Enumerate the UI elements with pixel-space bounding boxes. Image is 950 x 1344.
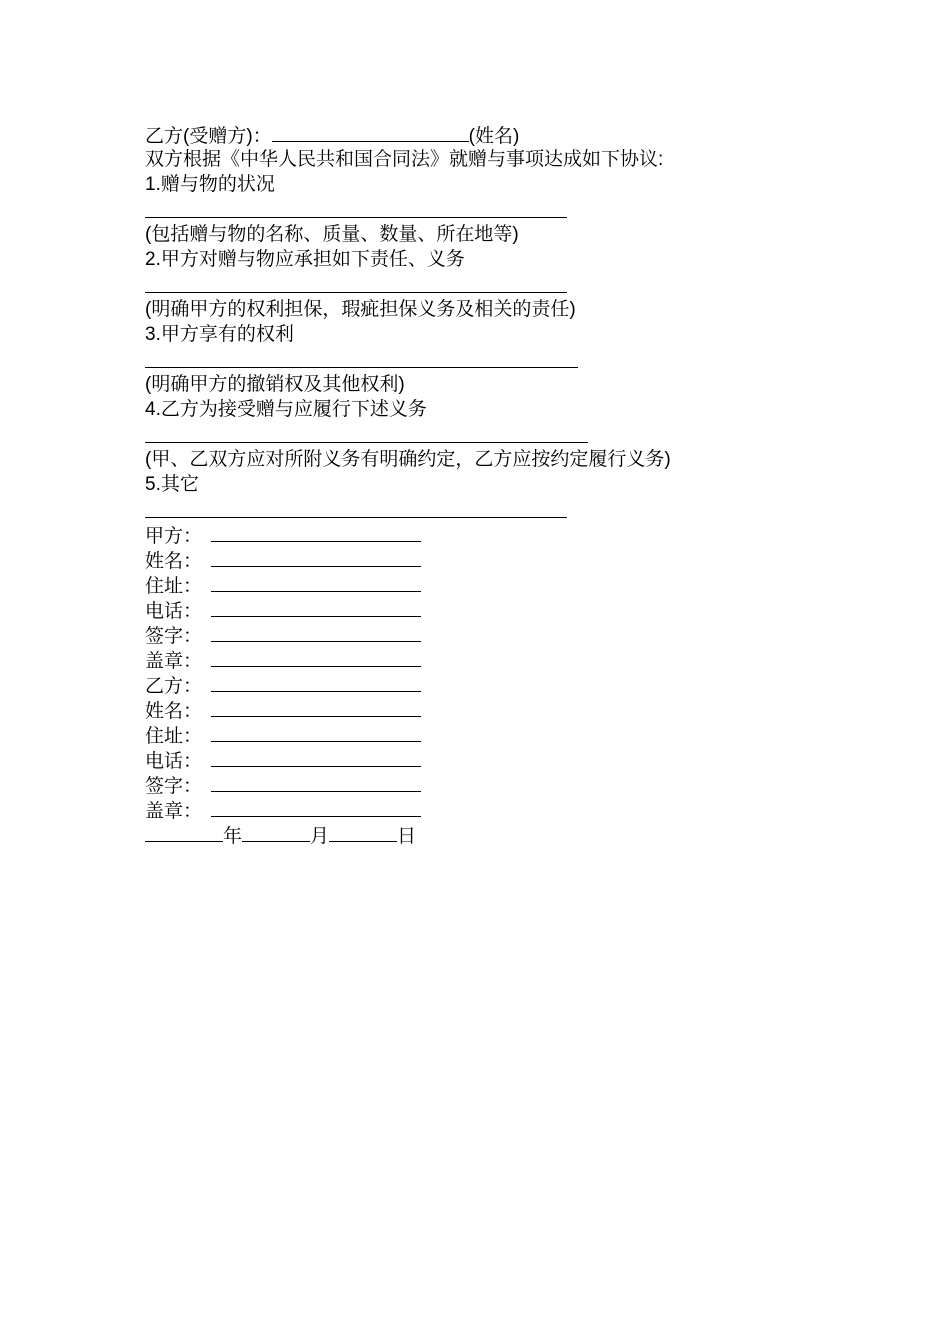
clause-4-note: (甲、乙双方应对所附义务有明确约定，乙方应按约定履行义务) [145, 449, 671, 470]
party-b-signature-block [145, 672, 845, 822]
party-b-phone-row: 电话： [145, 747, 845, 772]
contract-document [145, 122, 845, 847]
party-b-seal-row: 盖章： [145, 797, 845, 822]
clause-2-title: 2.甲方对赠与物应承担如下责任、义务 [145, 249, 465, 270]
year-blank[interactable] [145, 822, 223, 842]
party-b-suffix: (姓名) [468, 126, 520, 147]
clause-3-title: 3.甲方享有的权利 [145, 324, 294, 345]
party-a-signature-block [145, 522, 845, 672]
party-a-sign-row: 签字： [145, 622, 845, 647]
party-a-blank[interactable] [211, 522, 421, 542]
party-a-phone-blank[interactable] [211, 597, 421, 617]
party-b-name-sig-blank[interactable] [211, 697, 421, 717]
party-a-phone-row: 电话： [145, 597, 845, 622]
party-b-sign-blank[interactable] [211, 772, 421, 792]
intro-text: 双方根据《中华人民共和国合同法》就赠与事项达成如下协议: [145, 149, 664, 170]
party-a-address-blank[interactable] [211, 572, 421, 592]
clause-5-blank[interactable] [145, 497, 845, 522]
clause-1-note: (包括赠与物的名称、质量、数量、所在地等) [145, 224, 519, 245]
party-a-seal-blank[interactable] [211, 647, 421, 667]
party-a-name-row: 姓名： [145, 547, 845, 572]
day-blank[interactable] [329, 822, 397, 842]
party-b-name-row: 姓名： [145, 697, 845, 722]
party-b-address-blank[interactable] [211, 722, 421, 742]
party-b-label: 乙方(受赠方)： [145, 126, 272, 147]
party-a-row: 甲方： [145, 522, 845, 547]
clause-1-blank[interactable] [145, 197, 845, 222]
clause-4-title: 4.乙方为接受赠与应履行下述义务 [145, 399, 427, 420]
month-blank[interactable] [242, 822, 310, 842]
party-a-address-row: 住址： [145, 572, 845, 597]
month-label: 月 [310, 826, 330, 847]
party-b-line [145, 122, 845, 147]
party-a-sign-blank[interactable] [211, 622, 421, 642]
clause-5-title: 5.其它 [145, 474, 199, 495]
day-label: 日 [397, 826, 417, 847]
clause-3-blank[interactable] [145, 347, 845, 372]
party-a-name-blank[interactable] [211, 547, 421, 567]
date-line [145, 822, 845, 847]
party-b-seal-blank[interactable] [211, 797, 421, 817]
year-label: 年 [223, 826, 243, 847]
party-b-sign-row: 签字： [145, 772, 845, 797]
party-a-seal-row: 盖章： [145, 647, 845, 672]
party-b-phone-blank[interactable] [211, 747, 421, 767]
clause-3-note: (明确甲方的撤销权及其他权利) [145, 374, 405, 395]
clause-4-blank[interactable] [145, 422, 845, 447]
party-b-name-blank[interactable] [272, 122, 469, 142]
party-b-row: 乙方： [145, 672, 845, 697]
clause-2-blank[interactable] [145, 272, 845, 297]
clause-1-title: 1.赠与物的状况 [145, 174, 275, 195]
party-b-address-row: 住址： [145, 722, 845, 747]
clause-2-note: (明确甲方的权利担保，瑕疵担保义务及相关的责任) [145, 299, 576, 320]
party-b-blank[interactable] [211, 672, 421, 692]
